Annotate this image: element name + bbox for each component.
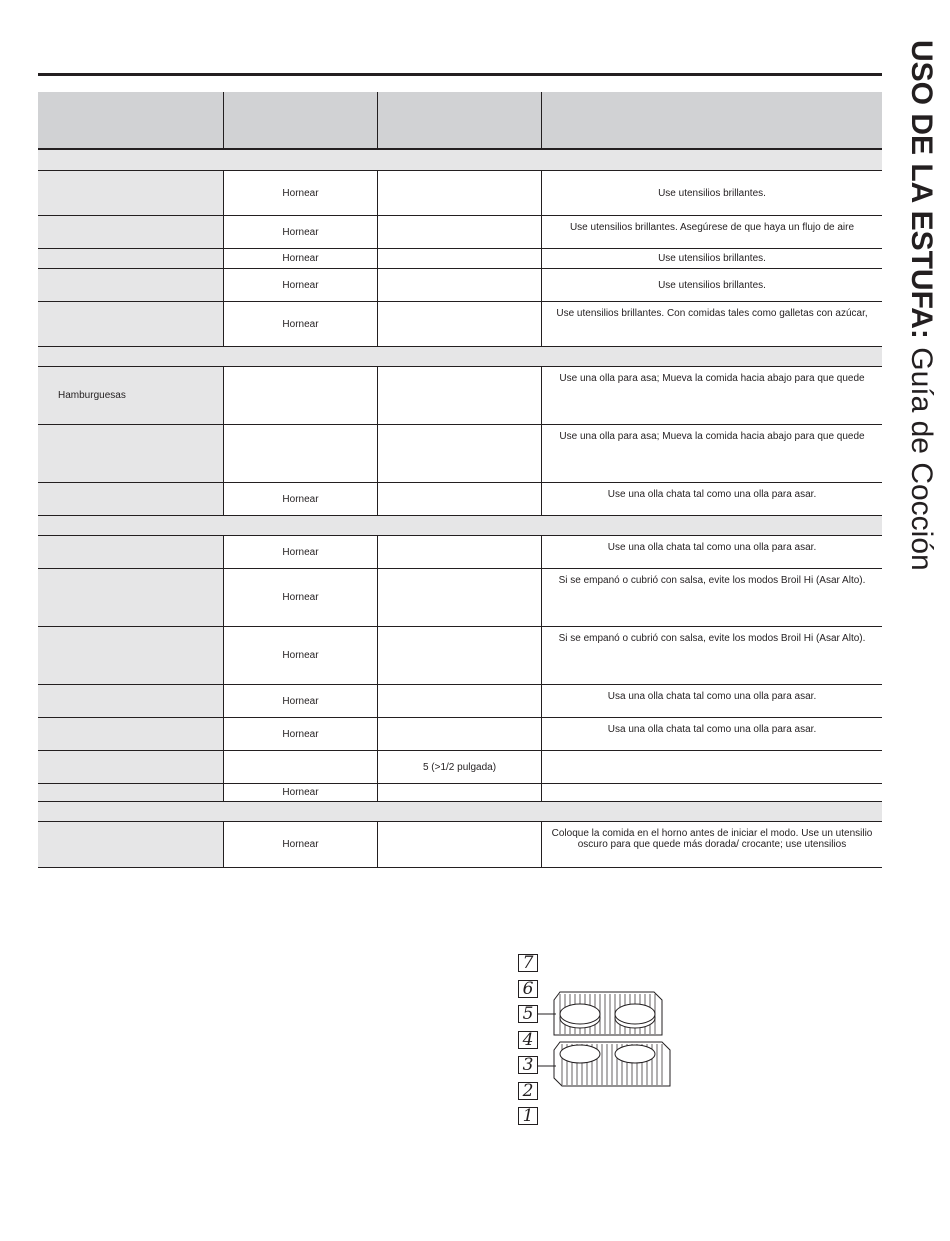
cell-text: Use utensilios brillantes. Con comidas tales como galletas con azúcar, [556,308,868,319]
table-cell-c4 [541,685,882,717]
cell-text: Hornear [282,650,319,661]
table-cell-c1 [38,685,223,717]
cell-text: Use utensilios brillantes. [658,253,766,264]
table-cell-c2 [223,627,377,684]
table-cell-c2 [223,269,377,301]
top-rule [38,73,882,76]
table-cell-c4 [541,627,882,684]
table-cell-c3 [377,784,541,801]
table-cell-c1 [38,627,223,684]
cell-text: Coloque la comida en el horno antes de iniciar el modo. Use un utensilio oscuro para que quede más dorada/ crocante; use utensilios [551,828,873,850]
table-cell-c3 [377,685,541,717]
table-cell-c2 [223,425,377,482]
cell-text: Hornear [282,592,319,603]
table-row [38,367,882,425]
table-cell-c3 [377,249,541,268]
cell-text: Si se empanó o cubrió con salsa, evite los modos Broil Hi (Asar Alto). [558,633,866,644]
table-section-row [38,150,882,171]
table-cell-c1 [38,425,223,482]
rack-position-label: 3 [518,1056,538,1074]
cell-text: Hornear [282,546,319,558]
rack-position-diagram [516,950,676,1130]
table-cell-c4 [541,216,882,248]
table-cell-c4 [541,718,882,750]
table-cell-c3 [377,171,541,215]
cell-text: Hornear [282,839,319,850]
table-cell-c4 [541,302,882,346]
table-cell-c2 [223,784,377,801]
table-cell-c2 [223,718,377,750]
side-title-light: Guía de Cocción [905,338,938,571]
table-cell-c3 [377,627,541,684]
cell-text: Usa una olla chata tal como una olla para asar. [607,691,817,702]
table-cell-c1 [38,171,223,215]
side-title [880,40,940,640]
table-cell-c3 [377,367,541,424]
cell-text: Hornear [282,695,319,707]
table-cell-c3 [377,822,541,867]
cell-text: Use utensilios brillantes. Asegúrese de que haya un flujo de aire [569,222,855,233]
table-cell-c1 [38,483,223,515]
table-cell-c3 [377,216,541,248]
table-cell-c1 [38,569,223,626]
table-cell-c4 [541,536,882,568]
table-section-row [38,516,882,536]
rack-position-label: 2 [518,1082,538,1100]
table-row [38,269,882,302]
rack-position-label: 5 [518,1005,538,1023]
table-cell-c1 [38,718,223,750]
table-cell-c2 [223,216,377,248]
table-cell-c2 [223,685,377,717]
table-row [38,784,882,802]
table-cell-c2 [223,822,377,867]
table-row [38,171,882,216]
cell-text: Use una olla para asa; Mueva la comida hacia abajo para que quede [559,373,865,384]
oven-rack-illustration [516,950,676,1130]
table-cell-c4 [541,784,882,801]
table-cell-c4 [541,822,882,867]
table-cell-c3 [377,92,541,148]
rack-position-label: 7 [518,954,538,972]
cell-text: Usa una olla chata tal como una olla para asar. [607,724,817,735]
cell-text: Use utensilios brillantes. [658,187,766,199]
cell-text: 5 (>1/2 pulgada) [422,761,497,773]
table-cell-c1 [38,302,223,346]
cell-text: Hornear [282,279,319,291]
table-row [38,483,882,516]
cell-text: Hornear [282,318,319,330]
table-row [38,751,882,784]
table-cell-c2 [223,367,377,424]
table-cell-c3 [377,425,541,482]
table-cell-c4 [541,269,882,301]
cell-text: Use utensilios brillantes. [658,279,766,291]
table-cell-c1 [38,269,223,301]
side-title-bold: USO DE LA ESTUFA: [905,40,938,339]
cell-text: Use una olla chata tal como una olla para asar. [607,542,817,553]
table-cell-c4 [541,171,882,215]
cell-text: Use una olla para asa; Mueva la comida hacia abajo para que quede [559,431,865,442]
table-cell-c4 [541,751,882,783]
table-cell-c3 [377,751,541,783]
cell-text: Hamburguesas [58,390,126,401]
cell-text: Hornear [282,493,319,505]
table-cell-c3 [377,569,541,626]
table-row [38,536,882,569]
table-cell-c2 [223,249,377,268]
table-cell-c1 [38,92,223,148]
table-cell-c4 [541,483,882,515]
table-cell-c1 [38,216,223,248]
table-row [38,216,882,249]
cell-text: Hornear [282,728,319,740]
rack-position-label: 4 [518,1031,538,1049]
table-cell-c3 [377,536,541,568]
table-cell-c1 [38,367,223,424]
table-cell-c2 [223,483,377,515]
table-row [38,822,882,868]
cell-text: Hornear [282,226,319,238]
table-header-row [38,92,882,150]
table-cell-c2 [223,171,377,215]
table-cell-c4 [541,249,882,268]
cell-text: Hornear [282,253,319,264]
table-cell-c1 [38,536,223,568]
table-cell-c2 [223,569,377,626]
cell-text: Hornear [282,787,319,798]
table-cell-c1 [38,822,223,867]
table-cell-c3 [377,483,541,515]
table-cell-c2 [223,536,377,568]
table-cell-c4 [541,92,882,148]
table-section-row [38,802,882,822]
table-row [38,685,882,718]
table-cell-c4 [541,569,882,626]
rack-position-label: 6 [518,980,538,998]
table-section-row [38,347,882,367]
table-cell-c1 [38,249,223,268]
table-row [38,302,882,347]
table-row [38,425,882,483]
table-cell-c1 [38,784,223,801]
table-cell-c2 [223,302,377,346]
table-cell-c3 [377,269,541,301]
table-cell-c3 [377,302,541,346]
cell-text: Si se empanó o cubrió con salsa, evite los modos Broil Hi (Asar Alto). [558,575,866,586]
table-cell-c1 [38,751,223,783]
table-cell-c2 [223,751,377,783]
table-cell-c4 [541,425,882,482]
table-cell-c4 [541,367,882,424]
cell-text: Hornear [282,187,319,199]
table-row [38,718,882,751]
table-cell-c3 [377,718,541,750]
table-row [38,569,882,627]
table-row [38,627,882,685]
table-row [38,249,882,269]
cell-text: Use una olla chata tal como una olla para asar. [607,489,817,500]
rack-position-label: 1 [518,1107,538,1125]
table-cell-c2 [223,92,377,148]
